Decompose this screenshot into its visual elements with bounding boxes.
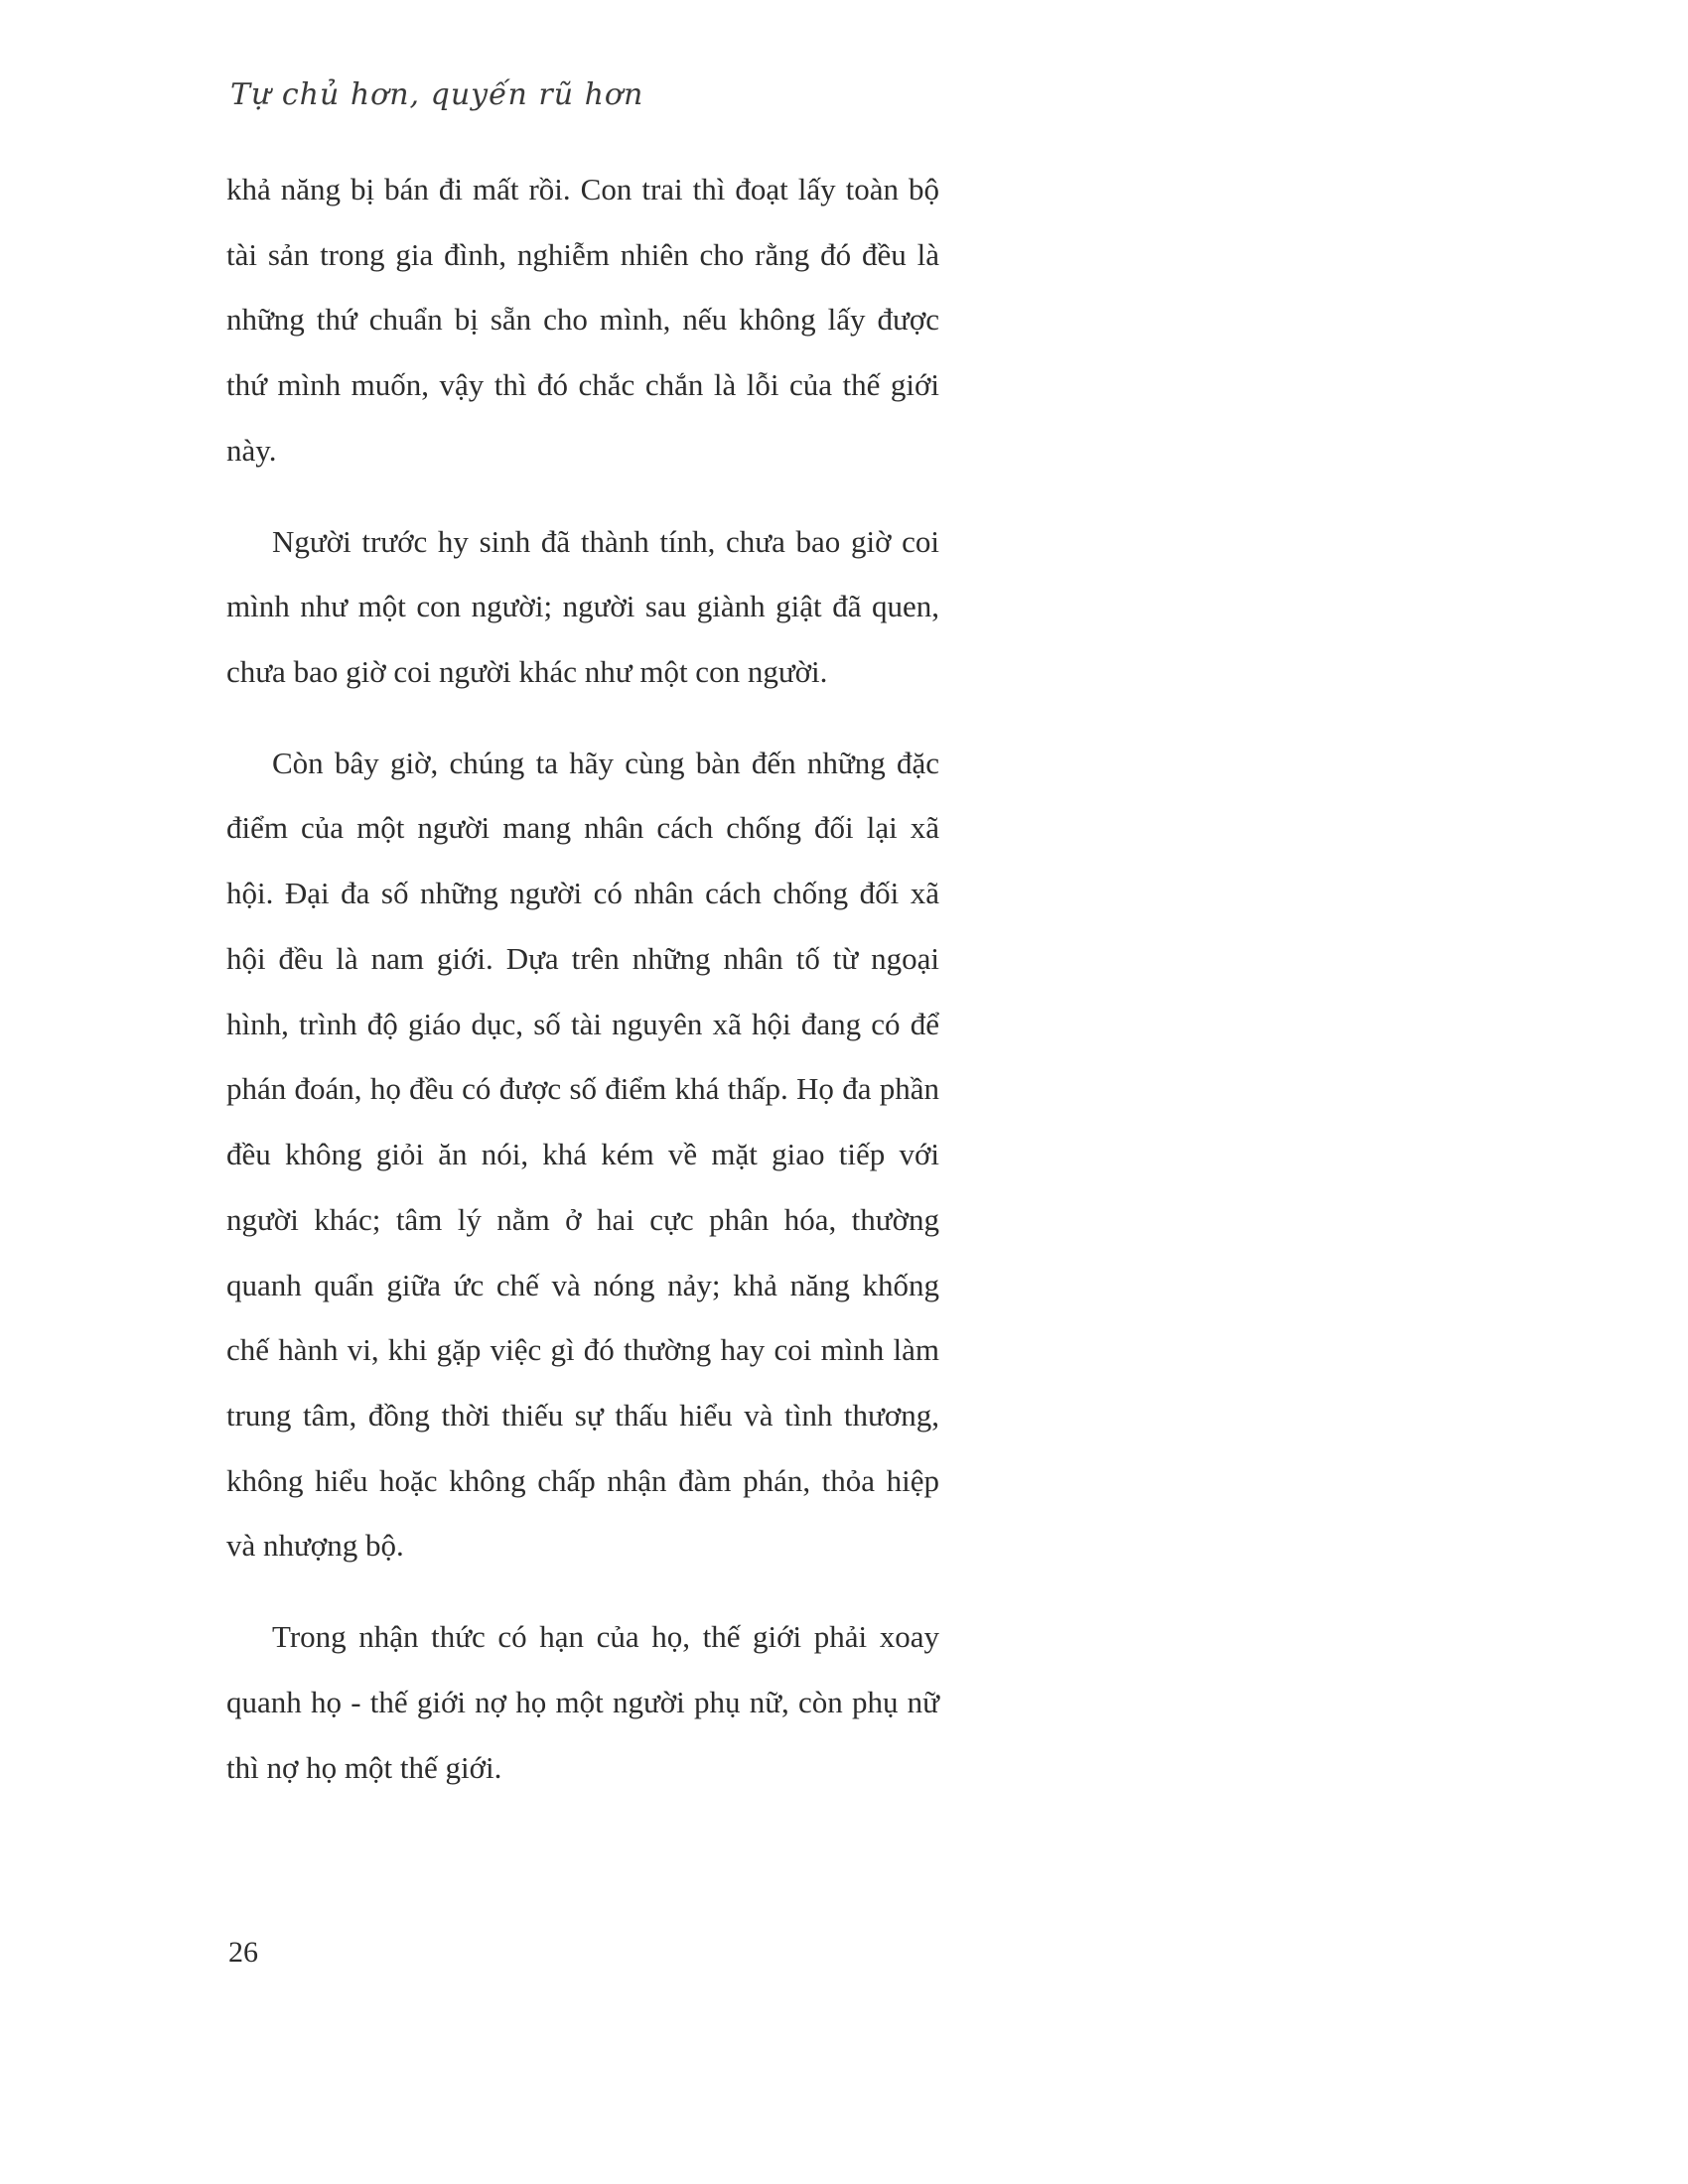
paragraph-4: Trong nhận thức có hạn của họ, thế giới phải xoay quanh họ - thế giới nợ họ một người phụ nữ, còn phụ nữ thì nợ họ một thế giới. (226, 1619, 939, 1785)
paragraph-1: khả năng bị bán đi mất rồi. Con trai thì đoạt lấy toàn bộ tài sản trong gia đình, nghiễm nhiên cho rằng đó đều là những thứ chuẩn bị sẵn cho mình, nếu không lấy được thứ mình muốn, vậy thì đó chắc chắn là lỗi của thế giới này. (226, 172, 939, 468)
body-text (226, 157, 939, 1826)
page-number: 26 (228, 1936, 258, 1969)
paragraph-3: Còn bây giờ, chúng ta hãy cùng bàn đến những đặc điểm của một người mang nhân cách chống đối lại xã hội. Đại đa số những người có nhân cách chống đối xã hội đều là nam giới. Dựa trên những nhân tố từ ngoại hình, trình độ giáo dục, số tài nguyên xã hội đang có để phán đoán, họ đều có được số điểm khá thấp. Họ đa phần đều không giỏi ăn nói, khá kém về mặt giao tiếp với người khác; tâm lý nằm ở hai cực phân hóa, thường quanh quẩn giữa ức chế và nóng nảy; khả năng khống chế hành vi, khi gặp việc gì đó thường hay coi mình làm trung tâm, đồng thời thiếu sự thấu hiểu và tình thương, không hiểu hoặc không chấp nhận đàm phán, thỏa hiệp và nhượng bộ. (226, 745, 939, 1564)
paragraph-2: Người trước hy sinh đã thành tính, chưa bao giờ coi mình như một con người; người sau giành giật đã quen, chưa bao giờ coi người khác như một con người. (226, 523, 939, 690)
running-header: Tự chủ hơn, quyến rũ hơn (230, 77, 644, 112)
